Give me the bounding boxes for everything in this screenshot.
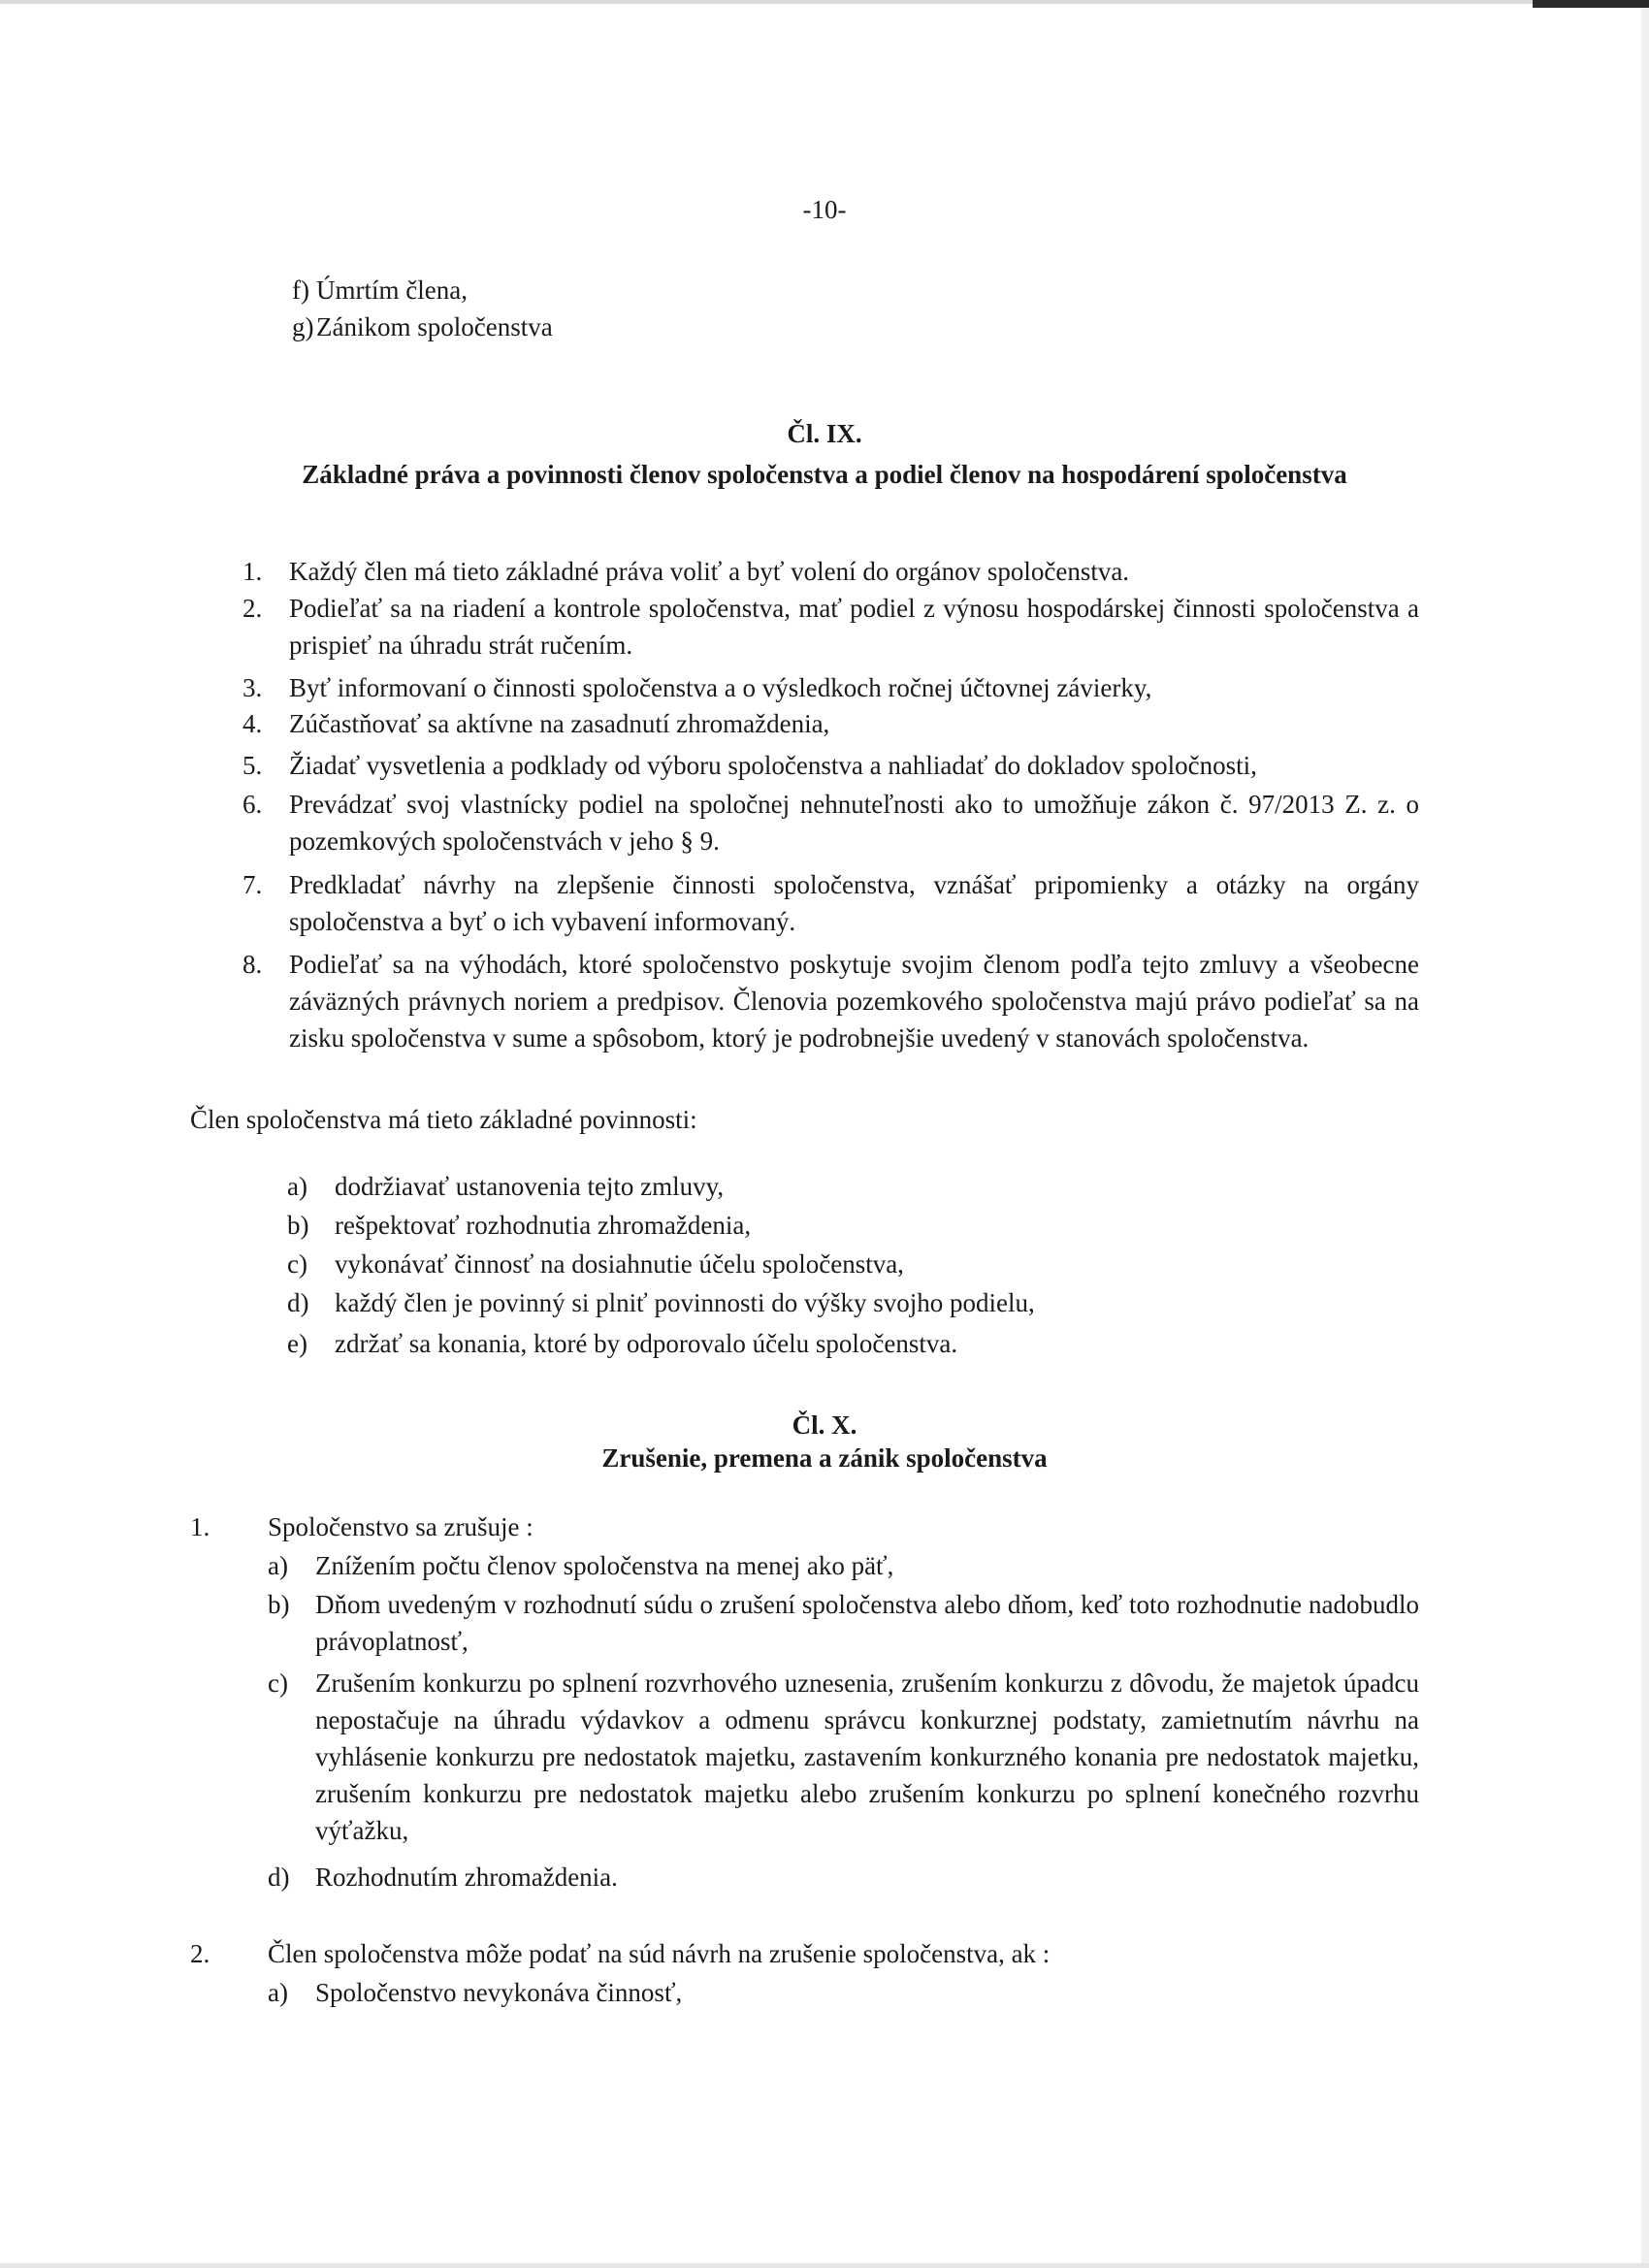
list-marker: 4.: [242, 709, 263, 738]
section-text: Člen spoločenstva môže podať na súd návrh na zrušenie spoločenstva, ak :: [268, 1939, 1051, 1968]
list-item: vykonávať činnosť na dosiahnutie účelu spoločenstva,: [335, 1249, 904, 1279]
list-marker: a): [287, 1172, 307, 1201]
list-marker: 6.: [242, 790, 263, 819]
scan-edge-bottom: [0, 2263, 1649, 2268]
list-item: Podieľať sa na riadení a kontrole spoločenstva, mať podiel z výnosu hospodárskej činnosti spoločenstva a prispieť na úhradu strát ručením.: [289, 594, 1419, 660]
list-marker: a): [268, 1551, 288, 1580]
list-item: Predkladať návrhy na zlepšenie činnosti spoločenstva, vznášať pripomienky a otázky na orgány spoločenstva a byť o ich vybavení informovaný.: [289, 870, 1419, 936]
list-marker: e): [287, 1329, 307, 1358]
list-marker: c): [268, 1669, 288, 1698]
list-item: Byť informovaní o činnosti spoločenstva a o výsledkoch ročnej účtovnej závierky,: [289, 673, 1152, 702]
list-marker: 3.: [242, 673, 263, 702]
list-item: každý člen je povinný si plniť povinnosti do výšky svojho podielu,: [335, 1288, 1035, 1317]
list-marker: 7.: [242, 870, 263, 899]
obligations-intro: Člen spoločenstva má tieto základné povinnosti:: [190, 1105, 697, 1134]
list-item: rešpektovať rozhodnutia zhromaždenia,: [335, 1211, 752, 1240]
list-marker: 1.: [242, 557, 263, 586]
list-item: Znížením počtu členov spoločenstva na menej ako päť,: [315, 1551, 894, 1580]
list-item: Spoločenstvo nevykonáva činnosť,: [315, 1978, 683, 2007]
list-marker: 5.: [242, 751, 263, 780]
list-item: Podieľať sa na výhodách, ktoré spoločenstvo poskytuje svojim členom podľa tejto zmluvy a všeobecne záväzných právnych noriem a predpisov. Členovia pozemkového spoločenstva majú právo podieľať sa na zisku spoločenstva v sume a spôsobom, ktorý je podrobnejšie uvedený v stanovách spoločenstva.: [289, 950, 1419, 1053]
article-number: Čl. X.: [792, 1410, 857, 1440]
list-item: Zrušením konkurzu po splnení rozvrhového uznesenia, zrušením konkurzu z dôvodu, že majetok úpadcu nepostačuje na úhradu výdavkov a odmenu správcu konkurznej podstaty, zamietnutím návrhu na vyhlásenie konkurzu pre nedostatok majetku, zastavením konkurzného konania pre nedostatok majetku, zrušením konkurzu pre nedostatok majetku alebo zrušením konkurzu po splnení konečného rozvrhu výťažku,: [315, 1669, 1419, 1845]
article-number: Čl. IX.: [787, 419, 862, 448]
section-text: Spoločenstvo sa zrušuje :: [268, 1512, 534, 1541]
list-item: Dňom uvedeným v rozhodnutí súdu o zrušení spoločenstva alebo dňom, keď toto rozhodnutie nadobudlo právoplatnosť,: [315, 1590, 1419, 1656]
list-item: dodržiavať ustanovenia tejto zmluvy,: [335, 1172, 725, 1201]
scan-edge-corner: [1533, 0, 1649, 8]
list-item: Žiadať vysvetlenia a podklady od výboru spoločenstva a nahliadať do dokladov spoločnosti,: [289, 751, 1257, 780]
list-marker: g): [292, 312, 314, 341]
list-marker: 2.: [242, 594, 263, 623]
list-marker: b): [268, 1590, 290, 1619]
list-item: Každý člen má tieto základné práva voliť a byť volení do orgánov spoločenstva.: [289, 557, 1130, 586]
list-marker: b): [287, 1211, 309, 1240]
list-item: Rozhodnutím zhromaždenia.: [315, 1863, 618, 1892]
list-item: Úmrtím člena,: [316, 275, 468, 305]
page-number: -10-: [802, 195, 847, 224]
article-title: Základné práva a povinnosti členov spoločenstva a podiel členov na hospodárení spoločenstva: [302, 460, 1347, 489]
section-number: 2.: [190, 1939, 210, 1968]
list-marker: d): [287, 1288, 309, 1317]
list-item: zdržať sa konania, ktoré by odporovalo účelu spoločenstva.: [335, 1329, 958, 1358]
scan-edge-right: [1641, 0, 1649, 2268]
list-item: Zúčastňovať sa aktívne na zasadnutí zhromaždenia,: [289, 709, 830, 738]
list-marker: c): [287, 1249, 307, 1279]
list-item: Prevádzať svoj vlastnícky podiel na spoločnej nehnuteľnosti ako to umožňuje zákon č. 97/2013 Z. z. o pozemkových spoločenstvách v jeho § 9.: [289, 790, 1419, 856]
list-marker: a): [268, 1978, 288, 2007]
scan-edge-top: [0, 0, 1649, 4]
article-title: Zrušenie, premena a zánik spoločenstva: [601, 1443, 1048, 1473]
list-marker: d): [268, 1863, 290, 1892]
list-marker: 8.: [242, 950, 263, 979]
list-marker: f): [292, 275, 309, 305]
section-number: 1.: [190, 1512, 210, 1541]
list-item: Zánikom spoločenstva: [316, 312, 553, 341]
